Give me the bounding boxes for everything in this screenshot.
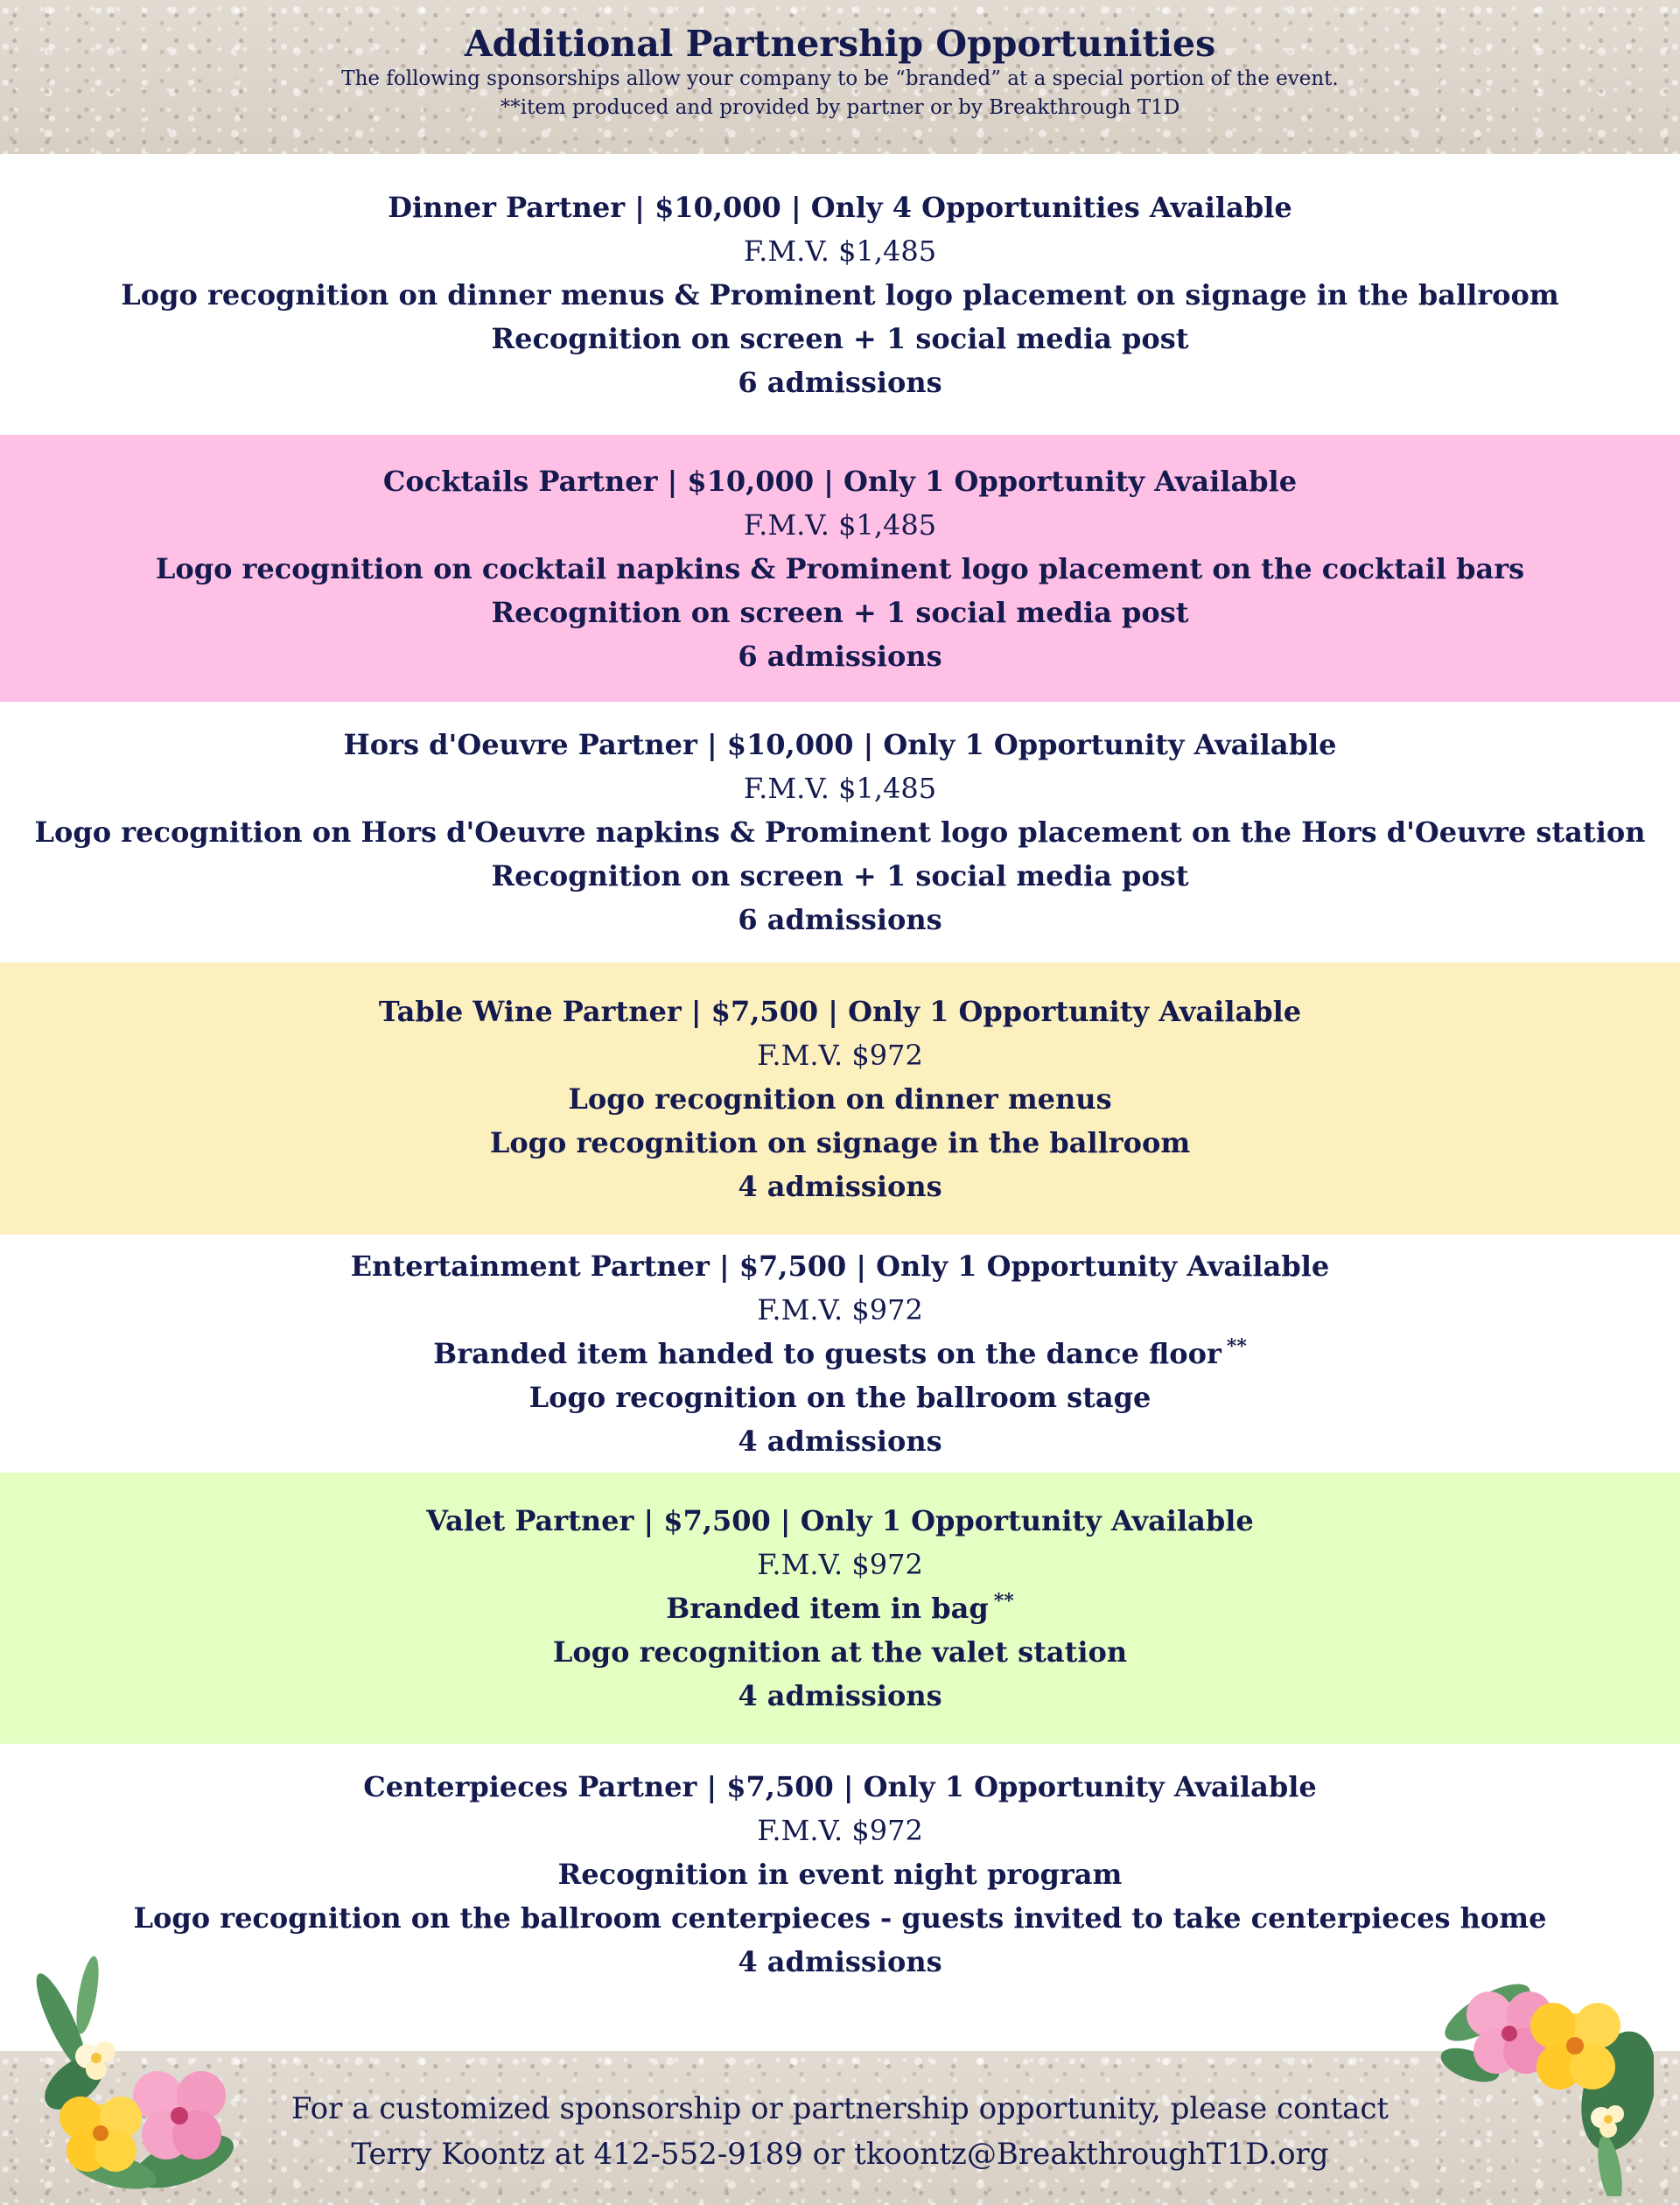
section-admissions: 4 admissions [738, 1169, 942, 1203]
section-benefit-2: Logo recognition at the valet station [552, 1635, 1128, 1669]
yellow-hibiscus [60, 2096, 142, 2172]
section-benefit-1: Logo recognition on dinner menus & Prominent logo placement on signage in the ballroom [121, 277, 1559, 312]
footnote-mark: ** [1226, 1335, 1247, 1359]
section-fmv: F.M.V. $972 [757, 1814, 923, 1847]
section-admissions: 4 admissions [738, 1679, 942, 1712]
section-benefit-1 [0, 1586, 1680, 1630]
section-heading: Entertainment Partner | $7,500 | Only 1 Opportunity Available [350, 1250, 1330, 1283]
section-heading: Cocktails Partner | $10,000 | Only 1 Opportunity Available [382, 464, 1298, 498]
section-heading: Table Wine Partner | $7,500 | Only 1 Opportunity Available [378, 994, 1302, 1028]
section-benefit-1: Recognition in event night program [557, 1858, 1123, 1891]
section-fmv: F.M.V. $972 [757, 1293, 923, 1326]
section-admissions: 6 admissions [738, 365, 942, 399]
section-admissions: 6 admissions [738, 639, 942, 673]
section-fmv: F.M.V. $1,485 [743, 772, 937, 805]
footnote-mark: ** [993, 1590, 1014, 1614]
page-title: Additional Partnership Opportunities [464, 23, 1216, 65]
header-banner [0, 0, 1680, 154]
section-entertainment-partner [0, 1235, 1680, 1473]
section-valet-partner [0, 1473, 1680, 1744]
section-heading: Centerpieces Partner | $7,500 | Only 1 Opportunity Available [363, 1770, 1317, 1803]
section-table-wine-partner [0, 962, 1680, 1235]
section-fmv: F.M.V. $972 [757, 1038, 923, 1072]
sponsorship-list [0, 154, 1680, 2051]
section-fmv: F.M.V. $1,485 [743, 508, 937, 542]
section-admissions: 4 admissions [738, 1424, 942, 1458]
subtitle-line-2: **item produced and provided by partner or by Breakthrough T1D [500, 96, 1180, 119]
section-benefit-1: Logo recognition on Hors d'Oeuvre napkins & Prominent logo placement on the Hors d'Oeuvre station [34, 816, 1646, 849]
contact-line-1: For a customized sponsorship or partnership opportunity, please contact [290, 2091, 1390, 2126]
section-heading: Hors d'Oeuvre Partner | $10,000 | Only 1 Opportunity Available [343, 728, 1337, 761]
pink-hibiscus [133, 2071, 226, 2160]
section-fmv: F.M.V. $972 [757, 1548, 923, 1581]
section-benefit-2: Logo recognition on the ballroom stage [528, 1381, 1152, 1414]
contact-line-2: Terry Koontz at 412-552-9189 or tkoontz@BreakthroughT1D.org [351, 2137, 1329, 2172]
yellow-hibiscus [1530, 2003, 1620, 2090]
section-benefit-2: Recognition on screen + 1 social media post [491, 859, 1189, 892]
hibiscus-bouquet-left-icon [26, 1951, 254, 2205]
section-benefit-1: Logo recognition on cocktail napkins & Prominent logo placement on the cocktail bars [155, 551, 1525, 585]
section-benefit-2: Recognition on screen + 1 social media post [491, 321, 1189, 355]
section-cocktails-partner [0, 435, 1680, 702]
benefit-text: Branded item in bag [666, 1592, 989, 1625]
section-fmv: F.M.V. $1,485 [743, 234, 937, 268]
section-benefit-2: Logo recognition on the ballroom centerpieces - guests invited to take centerpieces home [133, 1901, 1547, 1935]
subtitle-line-1: The following sponsorships allow your company to be “branded” at a special portion of the event. [341, 67, 1339, 90]
section-benefit-1: Logo recognition on dinner menus [568, 1082, 1112, 1116]
section-heading: Valet Partner | $7,500 | Only 1 Opportunity Available [426, 1504, 1254, 1537]
section-benefit-2: Logo recognition on signage in the ballroom [489, 1125, 1191, 1159]
section-admissions: 6 admissions [738, 903, 942, 936]
section-hors-doeuvre-partner [0, 702, 1680, 962]
section-admissions: 4 admissions [738, 1945, 942, 1978]
section-dinner-partner [0, 154, 1680, 435]
section-heading: Dinner Partner | $10,000 | Only 4 Opportunities Available [388, 190, 1292, 224]
section-benefit-2: Recognition on screen + 1 social media post [491, 595, 1189, 629]
section-benefit-1 [0, 1332, 1680, 1376]
hibiscus-bouquet-right-icon [1435, 1960, 1654, 2196]
benefit-text: Branded item handed to guests on the dance floor [433, 1337, 1222, 1370]
